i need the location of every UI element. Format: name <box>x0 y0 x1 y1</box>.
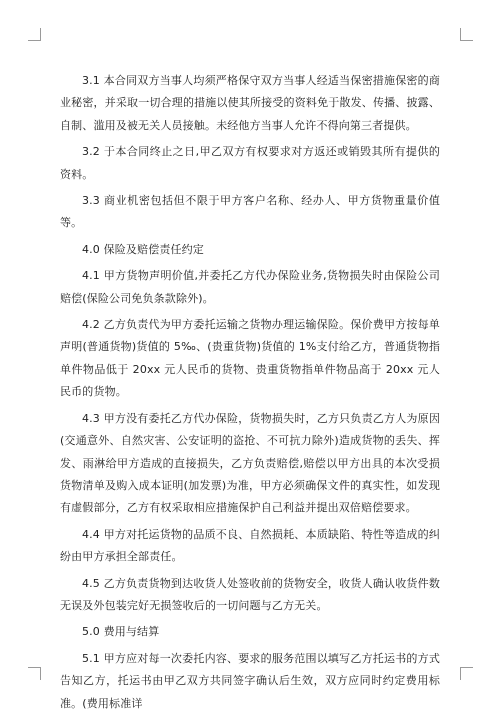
crop-mark-bottom-right <box>460 667 473 680</box>
crop-mark-top-right <box>460 28 473 41</box>
paragraph-5-1: 5.1 甲方应对每一次委托内容、要求的服务范围以填写乙方托运书的方式告知乙方，托运书由甲乙双方共同签字确认后生效，双方应同时约定费用标准。(费用标准详 <box>60 651 440 710</box>
paragraph-4-2: 4.2 乙方负责代为甲方委托运输之货物办理运输保险。保价费甲方按每单声明(普通货物)货值的 5‰、(贵重货物)货值的 1%支付给乙方，普通货物指单件物品低于 20xx 元人民币的货物、贵重货物指单件物品高于 20xx 元人民币的货物。 <box>60 318 440 399</box>
paragraph-4-3: 4.3 甲方没有委托乙方代办保险，货物损失时，乙方只负责乙方人为原因(交通意外、自然灾害、公安证明的盗抢、不可抗力除外)造成货物的丢失、挥发、雨淋给甲方造成的直接损失，乙方负责赔偿,赔偿以甲方出具的本次受损货物清单及购入成本证明(加发票)为准，甲方必须确保文件的真实性，如发现有虚假部分，乙方有权采取相应措施保护自己利益并提出双倍赔偿要求。 <box>60 411 440 515</box>
section-heading-4-0: 4.0 保险及赔偿责任约定 <box>82 242 204 256</box>
section-heading-5-0: 5.0 费用与结算 <box>82 625 160 639</box>
crop-mark-top-left <box>28 28 41 41</box>
paragraph-3-1: 3.1 本合同双方当事人均须严格保守双方当事人经适当保密措施保密的商业秘密，并采取一切合理的措施以使其所接受的资料免于散发、传播、披露、自制、滥用及被无关人员接触。未经他方当事人允许不得向第三者提供。 <box>60 74 440 132</box>
document-body <box>60 70 440 715</box>
paragraph-4-5: 4.5 乙方负责货物到达收货人处签收前的货物安全，收货人确认收货件数无误及外包装完好无损签收后的一切问题与乙方无关。 <box>60 576 440 612</box>
paragraph-4-4: 4.4 甲方对托运货物的品质不良、自然损耗、本质缺陷、特性等造成的纠纷由甲方承担全部责任。 <box>60 527 440 564</box>
paragraph-4-1: 4.1 甲方货物声明价值,并委托乙方代办保险业务,货物损失时由保险公司赔偿(保险公司免负条款除外)。 <box>60 269 440 305</box>
paragraph-3-3: 3.3 商业机密包括但不限于甲方客户名称、经办人、甲方货物重量价值等。 <box>60 194 440 230</box>
crop-mark-bottom-left <box>28 667 41 680</box>
paragraph-3-2: 3.2 于本合同终止之日,甲乙双方有权要求对方返还或销毁其所有提供的资料。 <box>60 145 440 181</box>
